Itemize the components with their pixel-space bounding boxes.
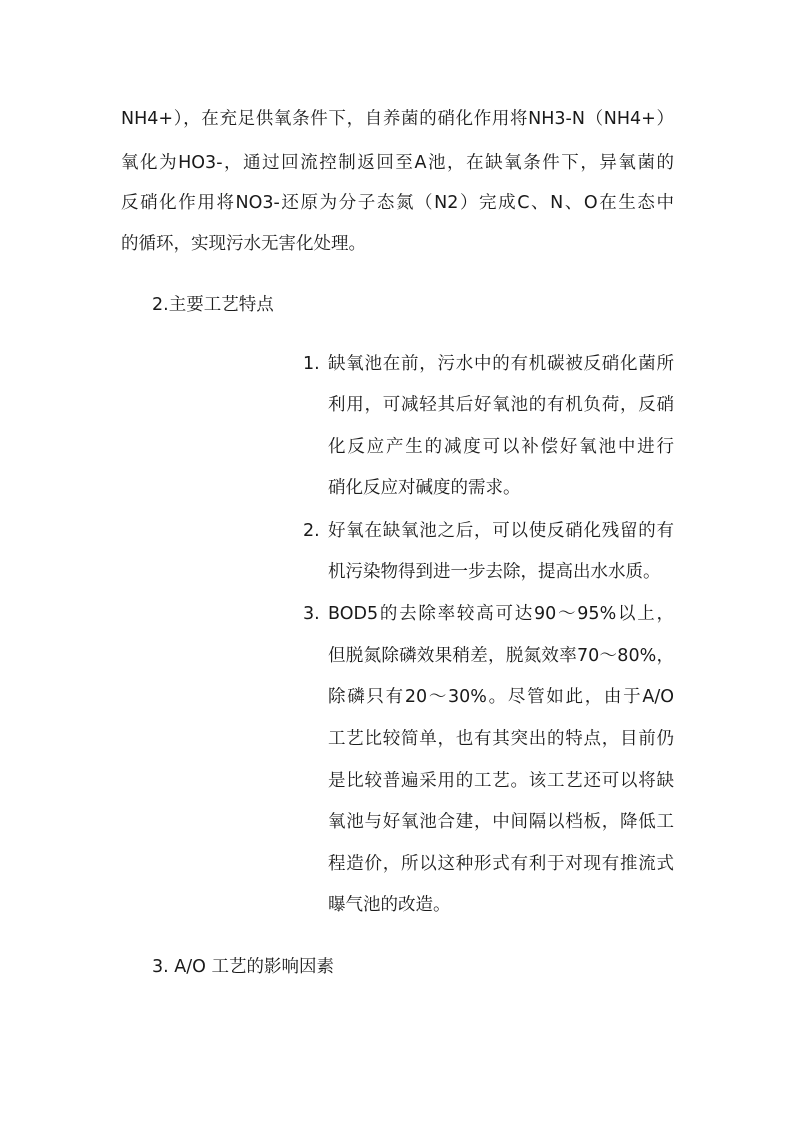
list-item-3-number: 3. xyxy=(303,604,320,624)
list-item-3-line-8: 曝气池的改造。 xyxy=(328,895,451,915)
list-item-3-line-5: 是比较普遍采用的工艺。该工艺还可以将缺 xyxy=(328,771,674,791)
list-item-1-number: 1. xyxy=(303,354,320,374)
list-item-3-line-2: 但脱氮除磷效果稍差，脱氮效率70～80%， xyxy=(328,646,674,666)
list-item-3-line-3: 除磷只有20～30%。尽管如此，由于A/O xyxy=(328,687,674,707)
intro-line-4: 的循环，实现污水无害化处理。 xyxy=(121,234,366,254)
list-item-1-line-1: 缺氧池在前，污水中的有机碳被反硝化菌所 xyxy=(328,354,674,374)
intro-line-3: 反硝化作用将NO3-还原为分子态氮（N2）完成C、N、O在生态中 xyxy=(121,193,674,213)
intro-line-1: NH4+），在充足供氧条件下，自养菌的硝化作用将NH3-N（NH4+） xyxy=(121,109,674,129)
list-item-3-line-1: BOD5的去除率较高可达90～95%以上， xyxy=(328,604,674,624)
list-item-1-line-2: 利用，可减轻其后好氧池的有机负荷，反硝 xyxy=(328,395,674,415)
list-item-2-line-2: 机污染物得到进一步去除，提高出水水质。 xyxy=(328,562,661,582)
list-item-2-number: 2. xyxy=(303,521,320,541)
intro-line-2: 氧化为HO3-，通过回流控制返回至A池，在缺氧条件下，异氧菌的 xyxy=(121,153,674,173)
list-item-1-line-4: 硝化反应对碱度的需求。 xyxy=(328,478,521,498)
list-item-3-line-7: 程造价，所以这种形式有利于对现有推流式 xyxy=(328,854,674,874)
section-3-heading: 3. A/O 工艺的影响因素 xyxy=(152,957,334,977)
list-item-1-line-3: 化反应产生的减度可以补偿好氧池中进行 xyxy=(328,437,674,457)
section-2-heading: 2.主要工艺特点 xyxy=(152,295,274,315)
list-item-2-line-1: 好氧在缺氧池之后，可以使反硝化残留的有 xyxy=(328,521,674,541)
list-item-3-line-4: 工艺比较简单，也有其突出的特点，目前仍 xyxy=(328,729,674,749)
list-item-3-line-6: 氧池与好氧池合建，中间隔以档板，降低工 xyxy=(328,812,674,832)
